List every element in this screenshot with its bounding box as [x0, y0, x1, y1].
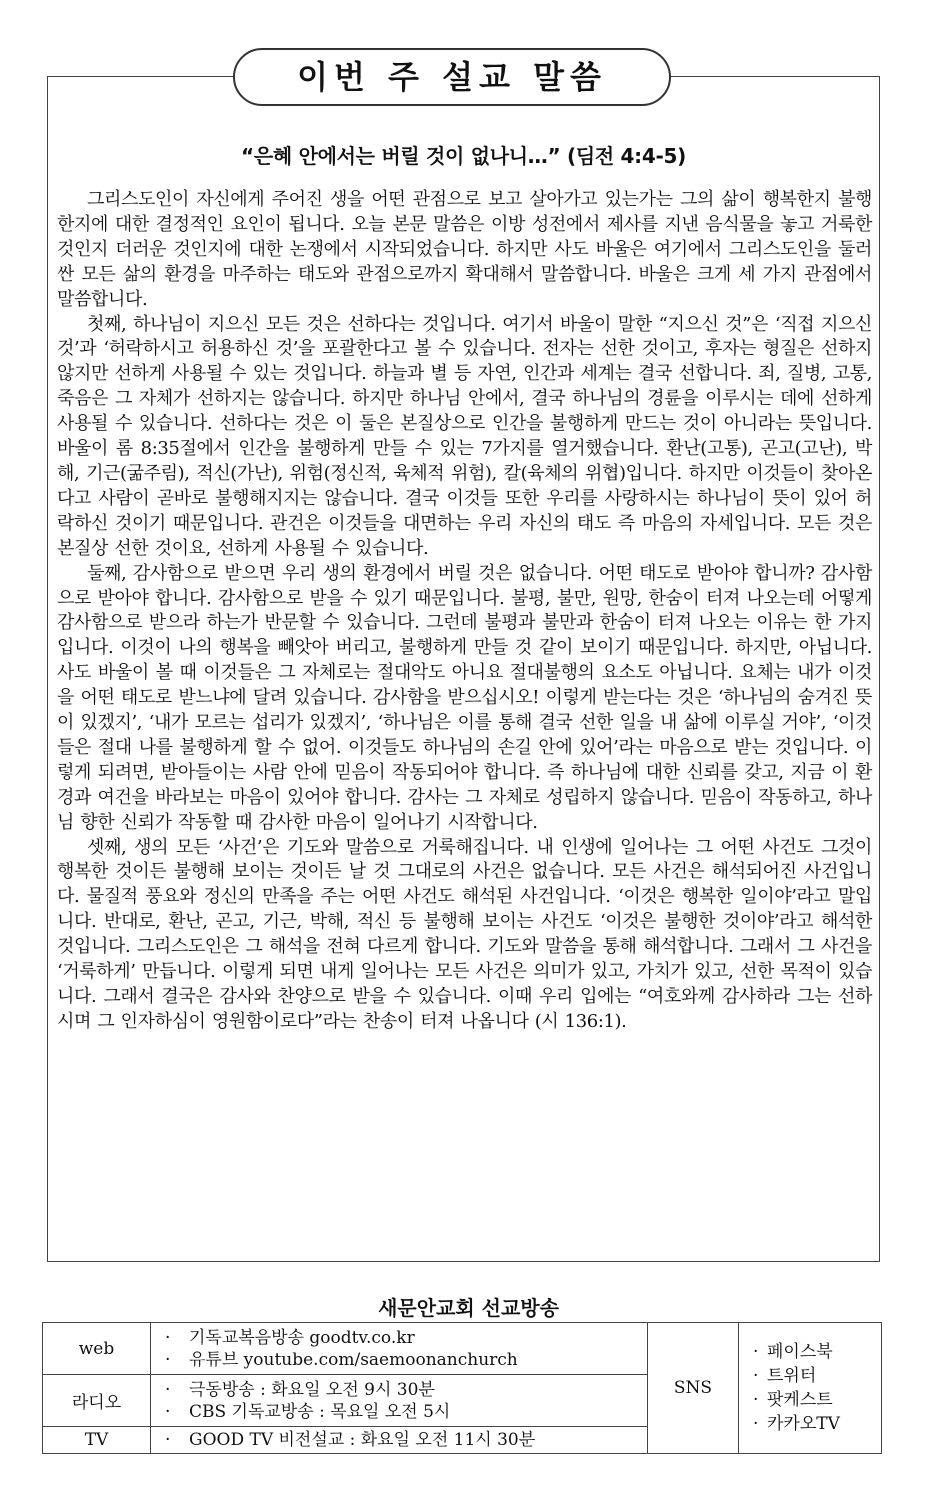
bullet: · — [165, 1379, 171, 1400]
tv-label: TV — [43, 1427, 151, 1454]
page-title: 이번 주 설교 말씀 — [233, 48, 671, 106]
web-items — [151, 1323, 648, 1375]
radio-label: 라디오 — [43, 1375, 151, 1427]
list-item — [753, 1388, 881, 1412]
web-item-youtube: 유튜브 youtube.com/saemoonanchurch — [189, 1349, 518, 1370]
sermon-body — [57, 188, 872, 1035]
paragraph-intro: 그리스도인이 자신에게 주어진 생을 어떤 관점으로 보고 살아가고 있는가는 그의 삶이 행복한지 불행한지에 대한 결정적인 요인이 됩니다. 오늘 본문 말씀은 이방 성전에서 제사를 지낸 음식물을 놓고 거룩한 것인지 더러운 것인지에 대한 논쟁에서 시작되었습니다. 하지만 사도 바울은 여기에서 그리스도인을 둘러싼 모든 삶의 환경을 마주하는 태도와 관점으로까지 확대해서 말씀합니다. 바울은 크게 세 가지 관점에서 말씀합니다. — [57, 189, 872, 310]
broadcast-table — [42, 1322, 882, 1454]
list-item — [753, 1364, 881, 1388]
list-item — [753, 1340, 881, 1364]
sns-item-facebook: 페이스북 — [767, 1342, 833, 1362]
list-item — [165, 1429, 647, 1451]
list-item — [165, 1379, 647, 1401]
paragraph-first: 첫째, 하나님이 지으신 모든 것은 선하다는 것입니다. 여기서 바울이 말한 “지으신 것”은 ‘직접 지으신 것’과 ‘허락하시고 허용하신 것’을 포괄한다고 볼 수 있습니다. 전자는 선한 것이고, 후자는 형질은 선하지 않지만 선하게 사용될 수 있는 것입니다. 하늘과 별 등 자연, 인간과 세계는 결국 선합니다. 죄, 질병, 고통, 죽음은 그 자체가 선하지는 않습니다. 하지만 하나님 안에서, 결국 하나님의 경륜을 이루시는 데에 선하게 사용될 수 있습니다. 선하다는 것은 이 둘은 본질상으로 인간을 불행하게 만드는 것이 아니라는 뜻입니다. 바울이 롬 8:35절에서 인간을 불행하게 만들 수 있는 7가지를 열거했습니다. 환난(고통), 곤고(고난), 박해, 기근(굶주림), 적신(가난), 위험(정신적, 육체적 위험), 칼(육체의 위협)입니다. 하지만 이것들이 찾아온다고 사람이 곧바로 불행해지지는 않습니다. 결국 이것들 또한 우리를 사랑하시는 하나님이 뜻이 있어 허락하신 것이기 때문입니다. 관건은 이것들을 대면하는 우리 자신의 태도 즉 마음의 자세입니다. 모든 것은 본질상 선한 것이요, 선하게 사용될 수 있습니다. — [57, 313, 872, 559]
sns-item-kakaotv: 카카오TV — [767, 1414, 840, 1434]
radio-items — [151, 1375, 648, 1427]
bullet: · — [753, 1342, 759, 1362]
radio-item-cbs: CBS 기독교방송 : 목요일 오전 5시 — [189, 1401, 451, 1422]
paragraph-second: 둘째, 감사함으로 받으면 우리 생의 환경에서 버릴 것은 없습니다. 어떤 태도로 받아야 합니까? 감사함으로 받아야 합니다. 감사함으로 받을 수 있기 때문입니다. 불평, 불만, 원망, 한숨이 터져 나오는데 어떻게 감사함으로 받으라 하는가 반문할 수 있습니다. 그런데 불평과 불만과 한숨이 터져 나오는 이유는 한 가지입니다. 이것이 나의 행복을 빼앗아 버리고, 불행하게 만들 것 같이 보이기 때문입니다. 하지만, 아닙니다. 사도 바울이 볼 때 이것들은 그 자체로는 절대악도 아니요 절대불행의 요소도 아닙니다. 요체는 내가 이것을 어떤 태도로 받느냐에 달려 있습니다. 감사함을 받으십시오! 이렇게 받는다는 것은 ‘하나님의 숨겨진 뜻이 있겠지’, ‘내가 모르는 섭리가 있겠지’, ‘하나님은 이를 통해 결국 선한 일을 내 삶에 이루실 거야’, ‘이것들은 절대 나를 불행하게 할 수 없어. 이것들도 하나님의 손길 안에 있어’라는 마음으로 받는 것입니다. 이렇게 되려면, 받아들이는 사람 안에 믿음이 작동되어야 합니다. 즉 하나님에 대한 신뢰를 갖고, 지금 이 환경과 여건을 바라보는 마음이 있어야 합니다. 감사는 그 자체로 성립하지 않습니다. 믿음이 작동하고, 하나님 향한 신뢰가 작동할 때 감사한 마음이 일어나기 시작합니다. — [57, 562, 872, 833]
broadcast-title: 새문안교회 선교방송 — [378, 1296, 559, 1320]
bullet: · — [753, 1414, 759, 1434]
radio-item-febc: 극동방송 : 화요일 오전 9시 30분 — [189, 1379, 435, 1400]
bullet: · — [165, 1327, 171, 1348]
list-item — [753, 1412, 881, 1436]
bullet: · — [165, 1349, 171, 1370]
table-row — [43, 1323, 882, 1375]
paragraph-third: 셋째, 생의 모든 ‘사건’은 기도와 말씀으로 거룩해집니다. 내 인생에 일어나는 그 어떤 사건도 그것이 행복한 것이든 불행해 보이는 것이든 날 것 그대로의 사건은 없습니다. 모든 사건은 해석되어진 사건입니다. 물질적 풍요와 정신의 만족을 주는 어떤 사건도 해석된 사건입니다. ‘이것은 행복한 일이야’라고 말입니다. 반대로, 환난, 곤고, 기근, 박해, 적신 등 불행해 보이는 사건도 ‘이것은 불행한 것이야’라고 해석한 것입니다. 그리스도인은 그 해석을 전혀 다르게 합니다. 기도와 말씀을 통해 해석합니다. 그래서 그 사건을 ‘거룩하게’ 만듭니다. 이렇게 되면 내게 일어나는 모든 사건은 의미가 있고, 가치가 있고, 선한 목적이 있습니다. 그래서 결국은 감사와 찬양으로 받을 수 있습니다. 이때 우리 입에는 “여호와께 감사하라 그는 선하시며 그 인자하심이 영원함이로다”라는 찬송이 터져 나옵니다 (시 136:1). — [57, 836, 872, 1032]
sermon-verse: “은혜 안에서는 버릴 것이 없나니…” (딤전 4:4-5) — [241, 144, 686, 168]
list-item — [165, 1349, 647, 1371]
bullet: · — [753, 1390, 759, 1410]
tv-items — [151, 1427, 648, 1454]
bullet: · — [165, 1430, 171, 1451]
bullet: · — [165, 1401, 171, 1422]
sns-item-podcast: 팟케스트 — [767, 1390, 833, 1410]
list-item — [165, 1401, 647, 1423]
sns-label: SNS — [648, 1323, 739, 1454]
list-item — [165, 1327, 647, 1349]
sns-item-twitter: 트위터 — [767, 1366, 817, 1386]
sns-items — [739, 1323, 882, 1454]
web-item-goodtv: 기독교복음방송 goodtv.co.kr — [189, 1327, 415, 1348]
tv-item-goodtv: GOOD TV 비전설교 : 화요일 오전 11시 30분 — [189, 1430, 536, 1451]
bullet: · — [753, 1366, 759, 1386]
web-label: web — [43, 1323, 151, 1375]
